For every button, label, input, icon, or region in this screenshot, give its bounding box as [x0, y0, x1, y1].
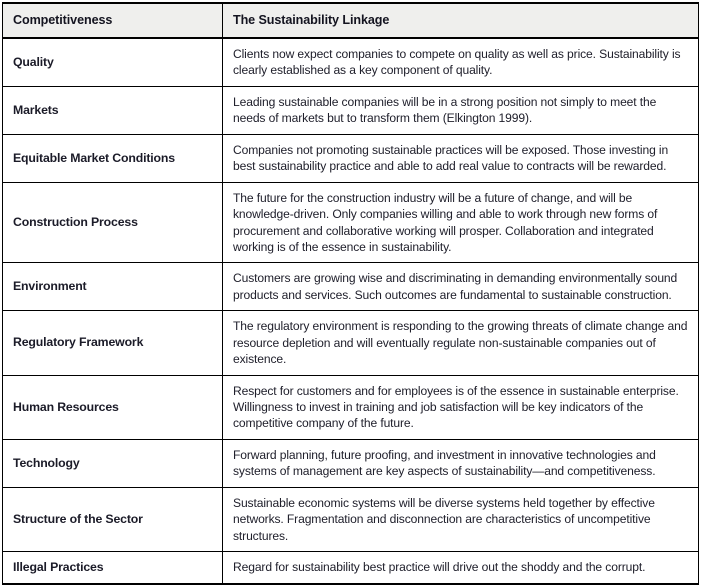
table-row	[3, 487, 699, 551]
table-row	[3, 182, 699, 263]
table-row	[3, 263, 699, 311]
table-row	[3, 38, 699, 86]
table-row	[3, 439, 699, 487]
row-label-structure-of-the-sector: Structure of the Sector	[3, 487, 223, 551]
row-description-equitable-market-conditions: Companies not promoting sustainable practices will be exposed. Those investing in best sustainability practice and able to add real value to contracts will be rewarded.	[223, 134, 699, 182]
row-description-structure-of-the-sector: Sustainable economic systems will be diverse systems held together by effective networks. Fragmentation and disconnection are characteristics of uncompetitive structures.	[223, 487, 699, 551]
row-description-environment: Customers are growing wise and discriminating in demanding environmentally sound products and services. Such outcomes are fundamental to sustainable construction.	[223, 263, 699, 311]
row-description-quality: Clients now expect companies to compete on quality as well as price. Sustainability is clearly established as a key component of quality.	[223, 38, 699, 86]
table-row	[3, 552, 699, 584]
row-label-technology: Technology	[3, 439, 223, 487]
table-row	[3, 311, 699, 375]
row-label-construction-process: Construction Process	[3, 182, 223, 263]
row-description-human-resources: Respect for customers and for employees is of the essence in sustainable enterprise. Willingness to invest in training and job satisfaction will be key indicators of the competitive company of the future.	[223, 375, 699, 439]
row-label-illegal-practices: Illegal Practices	[3, 552, 223, 584]
table-row	[3, 134, 699, 182]
row-label-regulatory-framework: Regulatory Framework	[3, 311, 223, 375]
column-header-competitiveness: Competitiveness	[3, 3, 223, 38]
row-label-human-resources: Human Resources	[3, 375, 223, 439]
row-label-markets: Markets	[3, 86, 223, 134]
row-label-environment: Environment	[3, 263, 223, 311]
row-description-regulatory-framework: The regulatory environment is responding to the growing threats of climate change and resource depletion and will eventually regulate non-sustainable companies out of existence.	[223, 311, 699, 375]
row-description-technology: Forward planning, future proofing, and investment in innovative technologies and systems of management are key aspects of sustainability—and competitiveness.	[223, 439, 699, 487]
sustainability-linkage-table	[2, 2, 699, 585]
column-header-sustainability-linkage: The Sustainability Linkage	[223, 3, 699, 38]
table-body	[3, 38, 699, 584]
row-description-markets: Leading sustainable companies will be in a strong position not simply to meet the needs of markets but to transform them (Elkington 1999).	[223, 86, 699, 134]
row-description-illegal-practices: Regard for sustainability best practice will drive out the shoddy and the corrupt.	[233, 560, 646, 575]
table-row	[3, 86, 699, 134]
row-label-equitable-market-conditions: Equitable Market Conditions	[3, 134, 223, 182]
row-label-quality: Quality	[3, 38, 223, 86]
table-row	[3, 375, 699, 439]
table-header-row	[3, 3, 699, 38]
table-header	[3, 3, 699, 38]
row-description-construction-process: The future for the construction industry will be a future of change, and will be knowledge-driven. Only companies willing and able to work through new forms of procurement and collaborative working will prosper. Collaboration and integrated working is of the essence in sustainability.	[223, 182, 699, 263]
